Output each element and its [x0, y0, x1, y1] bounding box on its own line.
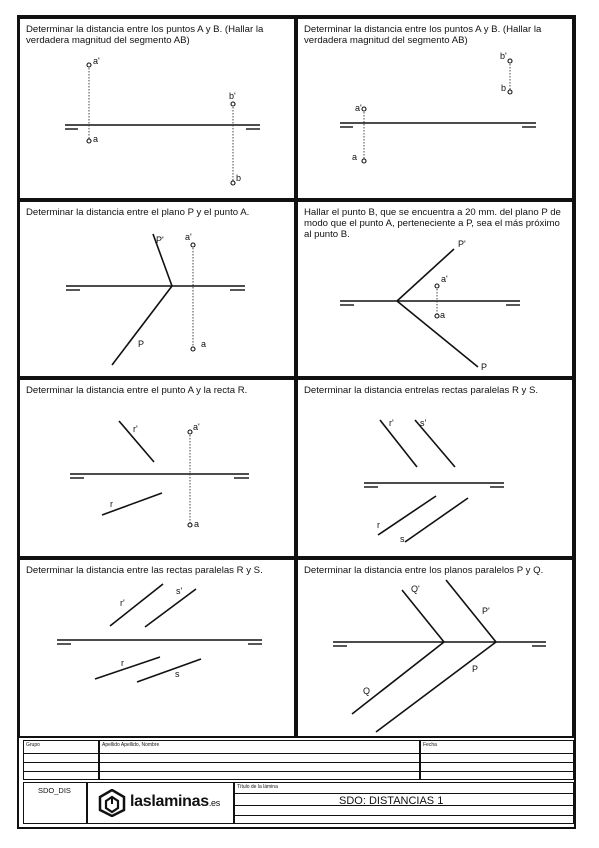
label-q-prime: Q' — [411, 584, 420, 594]
problem-4-figure — [298, 202, 576, 380]
label-b: b — [236, 173, 242, 183]
logo-text: laslaminas.es — [130, 793, 220, 810]
problem-3-figure — [20, 202, 298, 380]
problem-7-figure — [20, 560, 298, 740]
label-s-prime: s' — [420, 418, 427, 428]
date-label: Fecha — [423, 742, 437, 748]
label-a: a — [440, 310, 446, 320]
problem-1 — [18, 17, 296, 200]
label-s: s — [175, 669, 180, 679]
label-r: r — [377, 520, 380, 530]
problem-7 — [18, 558, 296, 738]
problem-1-figure — [20, 19, 298, 202]
problem-2-figure — [298, 19, 576, 202]
problem-4-statement: Hallar el punto B, que se encuentra a 20 mm. del plano P de modo que el punto A, perteneciente a P, sea el más próximo al punto B. — [304, 207, 561, 240]
problem-6-figure — [298, 380, 576, 560]
name-label: Apellido Apellido, Nombre — [102, 742, 160, 748]
label-a-prime: a' — [441, 274, 448, 284]
label-q: Q — [363, 686, 371, 696]
label-a: a — [194, 519, 200, 529]
label-s-prime: s' — [176, 586, 183, 596]
label-p: P — [472, 664, 479, 674]
name-field[interactable] — [99, 740, 420, 780]
problem-8-figure — [298, 560, 576, 740]
group-label: Grupo — [26, 742, 40, 748]
label-r: r — [110, 499, 113, 509]
problem-5 — [18, 378, 296, 558]
problem-5-statement: Determinar la distancia entre el punto A y la recta R. — [26, 385, 248, 396]
label-a: a — [352, 152, 358, 162]
label-b: b — [501, 83, 507, 93]
problem-2 — [296, 17, 574, 200]
sheet-code: SDO_DIS — [38, 786, 71, 795]
problem-3 — [18, 200, 296, 378]
title-cell — [234, 782, 574, 824]
label-b-prime: b' — [229, 91, 236, 101]
label-a-prime: a' — [185, 232, 192, 242]
label-r-prime: r' — [120, 598, 125, 608]
group-field[interactable] — [23, 740, 99, 780]
label-a-prime: a' — [193, 422, 200, 432]
problem-7-statement: Determinar la distancia entre las rectas paralelas R y S. — [26, 565, 263, 576]
label-r: r — [121, 658, 124, 668]
problem-6 — [296, 378, 574, 558]
laslaminas-logo-icon — [98, 789, 126, 817]
code-cell — [23, 782, 87, 824]
label-p-prime: P' — [482, 606, 490, 616]
problem-3-statement: Determinar la distancia entre el plano P y el punto A. — [26, 207, 250, 218]
label-p-prime: P' — [156, 235, 164, 245]
label-p-prime: P' — [458, 239, 466, 249]
problem-1-statement: Determinar la distancia entre los puntos A y B. (Hallar la verdadera magnitud del segmento AB) — [26, 24, 264, 46]
label-s: s — [400, 534, 405, 544]
label-a: a — [93, 134, 99, 144]
logo-cell — [87, 782, 234, 824]
problem-8-statement: Determinar la distancia entre los planos paralelos P y Q. — [304, 565, 544, 576]
label-p: P — [481, 362, 488, 372]
label-r-prime: r' — [133, 424, 138, 434]
date-field[interactable] — [420, 740, 574, 780]
label-a-prime: a' — [355, 103, 362, 113]
label-b-prime: b' — [500, 51, 507, 61]
problem-4 — [296, 200, 574, 378]
label-a: a — [201, 339, 207, 349]
problem-2-statement: Determinar la distancia entre los puntos A y B. (Hallar la verdadera magnitud del segmento AB) — [304, 24, 542, 46]
label-a-prime: a' — [93, 56, 100, 66]
sheet-title: SDO: DISTANCIAS 1 — [339, 795, 444, 807]
problem-6-statement: Determinar la distancia entrelas rectas paralelas R y S. — [304, 385, 539, 396]
problem-5-figure — [20, 380, 298, 560]
label-r-prime: r' — [389, 418, 394, 428]
title-label: Título de la lámina — [237, 784, 278, 790]
problem-8 — [296, 558, 574, 738]
label-p: P — [138, 339, 145, 349]
